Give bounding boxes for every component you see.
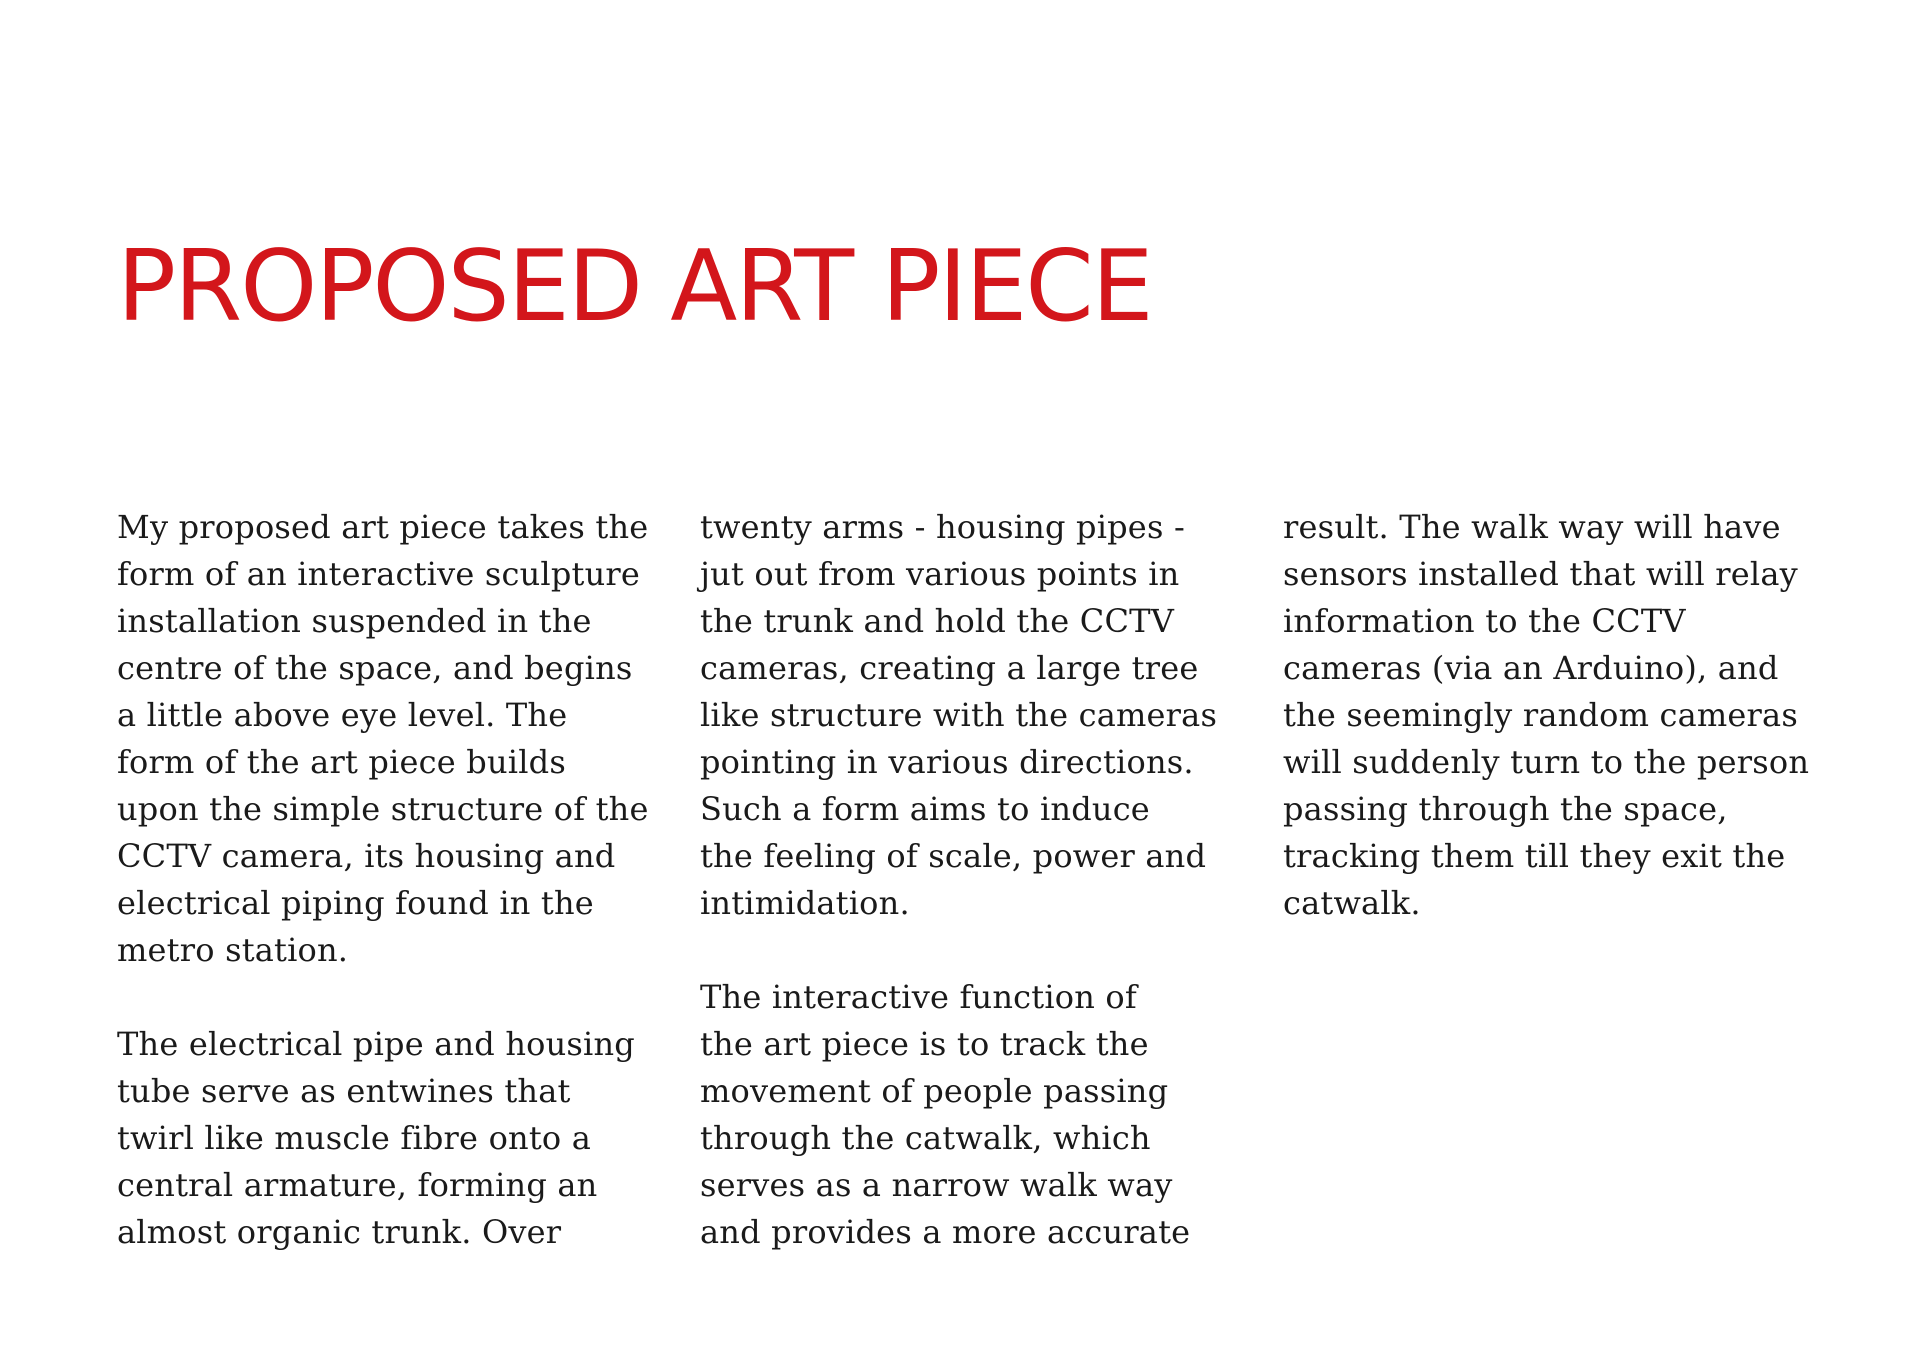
text-column-3 — [1283, 504, 1843, 927]
column-2-paragraph-2: The interactive function of the art piece is to track the movement of people passing through the catwalk, which serves as a narrow walk way and provides a more accurate — [700, 978, 1191, 1251]
text-column-1 — [117, 504, 677, 1256]
column-1-paragraph-2: The electrical pipe and housing tube serve as entwines that twirl like muscle fibre onto a central armature, forming an almost organic trunk. Over — [117, 1025, 635, 1251]
text-column-2 — [700, 504, 1260, 1256]
page-title: PROPOSED ART PIECE — [117, 230, 1152, 344]
column-1-paragraph-1: My proposed art piece takes the form of an interactive sculpture installation suspended in the centre of the space, and begins a little above eye level. The form of the art piece builds upon the simple structure of the CCTV camera, its housing and electrical piping found in the metro station. — [117, 508, 649, 969]
column-2-paragraph-1: twenty arms - housing pipes - jut out from various points in the trunk and hold the CCTV cameras, creating a large tree like structure with the cameras pointing in various directions. Such a form aims to induce the feeling of scale, power and intimidation. — [700, 508, 1218, 922]
column-3-paragraph-1: result. The walk way will have sensors installed that will relay information to the CCTV cameras (via an Arduino), and the seemingly random cameras will suddenly turn to the person passing through the space, tracking them till they exit the catwalk. — [1283, 508, 1810, 922]
